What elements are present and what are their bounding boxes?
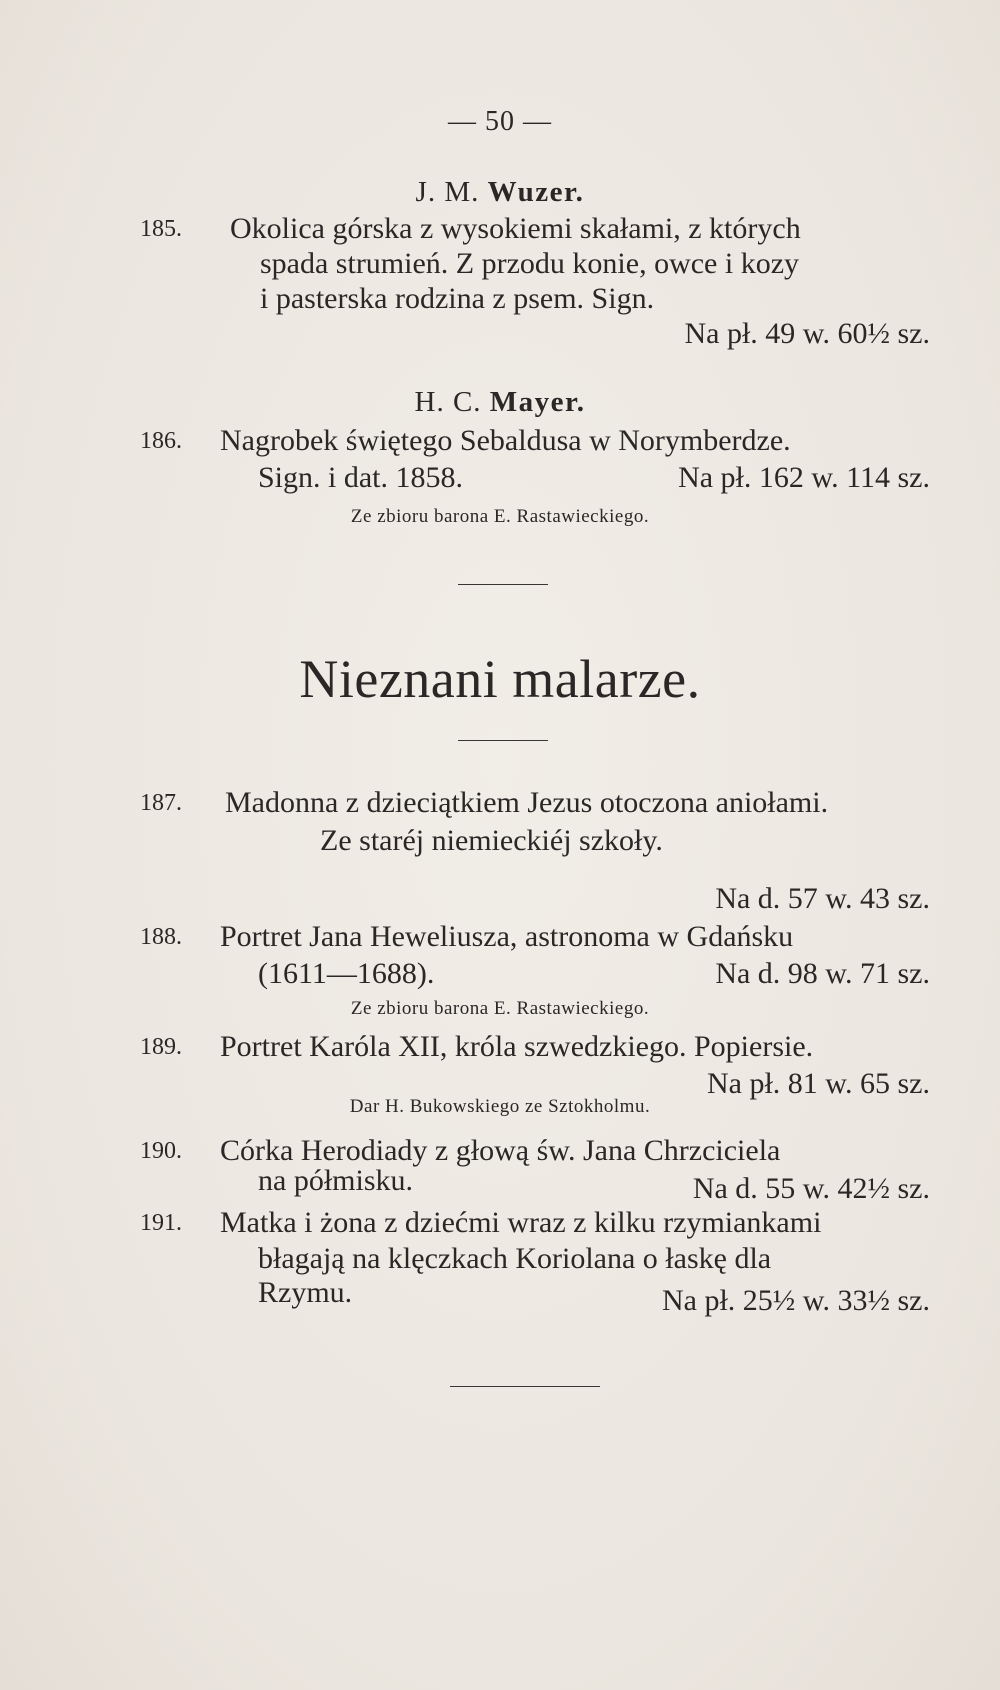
provenance-note: Ze zbioru barona E. Rastawieckiego. — [350, 506, 650, 527]
section-divider — [458, 740, 548, 741]
author-initials: H. C. — [414, 386, 482, 418]
section-heading: Nieznani malarze. — [299, 649, 701, 709]
entry-line: błagają na klęczkach Koriolana o łaskę dla — [258, 1242, 772, 1275]
entry-line: Okolica górska z wysokiemi skałami, z których — [230, 212, 801, 245]
entry-dimensions: Na pł. 49 w. 60½ sz. — [684, 317, 930, 350]
entry-dimensions: Na pł. 162 w. 114 sz. — [678, 461, 930, 494]
entry-line: Nagrobek świętego Sebaldusa w Norymberdze. — [220, 424, 791, 457]
provenance-note: Dar H. Bukowskiego ze Sztokholmu. — [349, 1096, 651, 1117]
entry-number: 185. — [140, 216, 182, 242]
provenance-note: Ze zbioru barona E. Rastawieckiego. — [350, 998, 650, 1019]
entry-dimensions: Na d. 55 w. 42½ sz. — [692, 1172, 930, 1205]
entry-line: na półmisku. — [258, 1164, 413, 1197]
author-initials: J. M. — [415, 176, 480, 208]
entry-line: Madonna z dzieciątkiem Jezus otoczona aniołami. — [225, 786, 829, 819]
author-surname: Mayer. — [489, 386, 586, 418]
entry-line: Portret Karóla XII, króla szwedzkiego. Popiersie. — [220, 1030, 814, 1063]
author-surname: Wuzer. — [487, 176, 585, 208]
author-heading — [0, 386, 1000, 419]
entry-number: 187. — [140, 790, 182, 816]
entry-dimensions: Na d. 98 w. 71 sz. — [715, 957, 930, 990]
entry-number: 190. — [140, 1138, 182, 1164]
entry-dimensions: Na pł. 81 w. 65 sz. — [706, 1067, 930, 1100]
end-rule — [450, 1386, 600, 1387]
entry-line: Rzymu. — [258, 1276, 353, 1309]
entry-line: spada strumień. Z przodu konie, owce i kozy — [260, 247, 800, 280]
entry-line: i pasterska rodzina z psem. Sign. — [260, 282, 655, 315]
entry-dimensions: Na pł. 25½ w. 33½ sz. — [661, 1284, 930, 1317]
entry-number: 188. — [140, 924, 182, 950]
entry-line: (1611—1688). — [258, 957, 435, 990]
entry-dimensions: Na d. 57 w. 43 sz. — [715, 882, 930, 915]
author-heading — [0, 176, 1000, 209]
entry-number: 189. — [140, 1034, 182, 1060]
page-number: — 50 — — [448, 106, 552, 137]
section-divider — [458, 584, 548, 585]
entry-line: Córka Herodiady z głową św. Jana Chrzciciela — [220, 1134, 781, 1167]
entry-line: Sign. i dat. 1858. — [258, 461, 464, 494]
entry-line: Matka i żona z dziećmi wraz z kilku rzymiankami — [220, 1206, 822, 1239]
entry-number: 191. — [140, 1210, 182, 1236]
entry-line: Portret Jana Heweliusza, astronoma w Gdańsku — [220, 920, 794, 953]
entry-line: Ze staréj niemieckiéj szkoły. — [320, 824, 663, 857]
entry-number: 186. — [140, 428, 182, 454]
